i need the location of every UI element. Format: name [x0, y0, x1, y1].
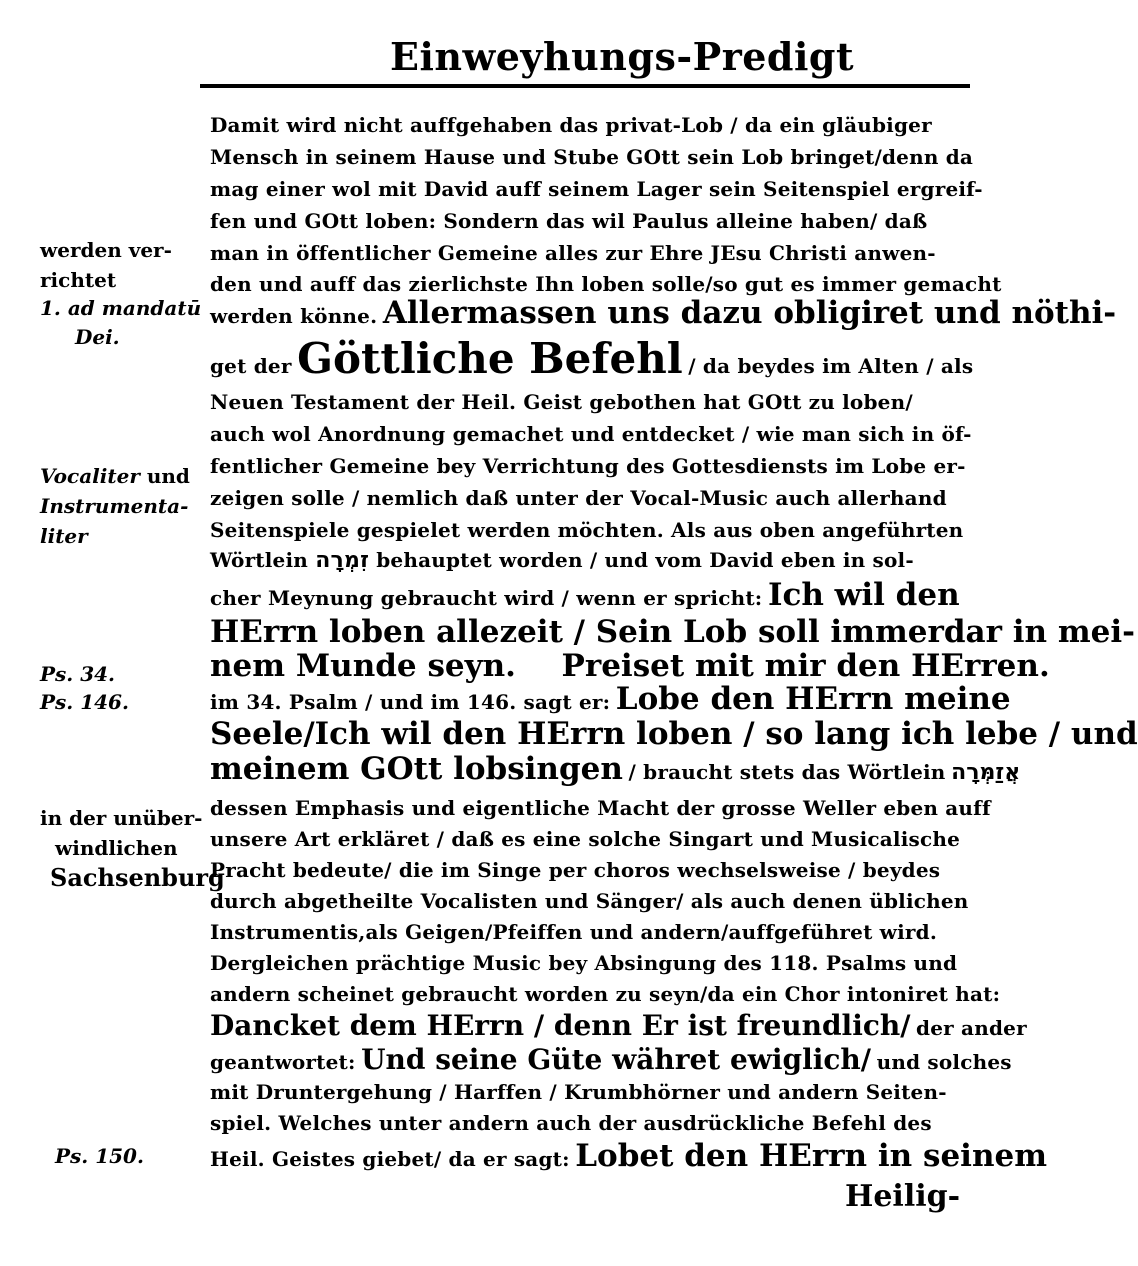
body-text: werden könne.	[210, 304, 378, 328]
margin-note	[40, 466, 190, 486]
body-line: mag einer wol mit David auff seinem Lager sein Seitenspiel ergreif-	[210, 177, 983, 201]
hebrew-word: זִמְרָה	[315, 548, 370, 573]
body-line	[210, 550, 914, 572]
margin-note: Ps. 146.	[40, 690, 129, 714]
body-text: geantwortet:	[210, 1050, 356, 1074]
body-text: und solches	[876, 1050, 1012, 1074]
emphasis-text: Ich wil den	[767, 577, 960, 613]
body-line: zeigen solle / nemlich daß unter der Vocal-Music auch allerhand	[210, 486, 947, 510]
body-line: Neuen Testament der Heil. Geist gebothen hat GOtt zu loben/	[210, 390, 913, 414]
body-text: der ander	[916, 1016, 1027, 1040]
body-text: cher Meynung gebraucht wird / wenn er spricht:	[210, 586, 763, 610]
emphasis-text: Lobet den HErrn in seinem	[575, 1138, 1048, 1174]
margin-text: und	[146, 464, 190, 488]
body-line: dessen Emphasis und eigentliche Macht der grosse Weller eben auff	[210, 796, 991, 820]
margin-note: Dei.	[75, 325, 120, 349]
body-line	[210, 648, 1050, 684]
running-head: Einweyhungs-Predigt	[390, 34, 855, 79]
body-line: Mensch in seinem Hause und Stube GOtt sein Lob bringet/denn da	[210, 145, 974, 169]
emphasis-text: Und seine Güte währet ewiglich/	[361, 1043, 872, 1076]
emphasis-text: meinem GOtt lobsingen	[210, 751, 623, 787]
margin-note: Ps. 34.	[40, 662, 116, 686]
margin-note: Sachsenburg	[50, 863, 225, 892]
body-line: den und auff das zierlichste Ihn loben solle/so gut es immer gemacht	[210, 272, 1002, 296]
margin-note: liter	[40, 524, 88, 548]
header-rule	[200, 84, 970, 88]
body-line	[210, 1009, 1027, 1042]
margin-note: Instrumenta-	[40, 494, 189, 518]
emphasis-text: nem Munde seyn.	[210, 648, 516, 684]
body-line	[210, 577, 960, 613]
body-text: / da beydes im Alten / als	[688, 354, 974, 378]
body-line: Damit wird nicht auffgehaben das privat-Lob / da ein gläubiger	[210, 113, 932, 137]
body-line	[210, 334, 974, 383]
body-line	[210, 751, 1021, 787]
body-line: Pracht bedeute/ die im Singe per choros wechselsweise / beydes	[210, 858, 941, 882]
emphasis-text: Preiset mit mir den HErren.	[561, 648, 1050, 684]
hebrew-word: אֲזַמְּרָה	[951, 760, 1021, 785]
margin-note: 1. ad mandatū	[40, 296, 202, 320]
body-line: spiel. Welches unter andern auch der ausdrückliche Befehl des	[210, 1111, 932, 1135]
body-line: Dergleichen prächtige Music bey Absingung des 118. Psalms und	[210, 951, 958, 975]
margin-note: windlichen	[55, 836, 178, 860]
body-line: Instrumentis,als Geigen/Pfeiffen und andern/auffgeführet wird.	[210, 920, 937, 944]
margin-note: in der unüber-	[40, 806, 203, 830]
body-line: unsere Art erkläret / daß es eine solche Singart und Musicalische	[210, 827, 961, 851]
body-text: im 34. Psalm / und im 146. sagt er:	[210, 690, 611, 714]
margin-note: Ps. 150.	[55, 1144, 144, 1168]
body-line: Seele/Ich wil den HErrn loben / so lang ich lebe / und	[210, 716, 1138, 752]
body-line: mit Druntergehung / Harffen / Krumbhörner und andern Seiten-	[210, 1080, 947, 1104]
margin-note: richtet	[40, 268, 117, 292]
emphasis-text: Dancket dem HErrn / denn Er ist freundlich/	[210, 1009, 911, 1042]
body-text: Wörtlein	[210, 548, 309, 572]
body-line: durch abgetheilte Vocalisten und Sänger/ als auch denen üblichen	[210, 889, 969, 913]
body-line: fen und GOtt loben: Sondern das wil Paulus alleine haben/ daß	[210, 209, 928, 233]
body-text: behauptet worden / und vom David eben in sol-	[376, 548, 914, 572]
body-text: get der	[210, 354, 292, 378]
body-line: HErrn loben allezeit / Sein Lob soll immerdar in mei-	[210, 614, 1136, 650]
body-line	[210, 1138, 1048, 1174]
catchword: Heilig-	[845, 1179, 961, 1214]
body-line	[210, 295, 1117, 331]
emphasis-text: Allermassen uns dazu obligiret und nöthi-	[382, 295, 1117, 331]
body-text: / braucht stets das Wörtlein	[628, 760, 946, 784]
margin-text: Vocaliter	[40, 464, 140, 488]
body-line	[210, 1043, 1012, 1076]
body-line: Seitenspiele gespielet werden möchten. Als aus oben angeführten	[210, 518, 964, 542]
emphasis-text: Lobe den HErrn meine	[615, 681, 1011, 717]
emphasis-text: Göttliche Befehl	[297, 334, 683, 383]
body-line: auch wol Anordnung gemachet und entdecket / wie man sich in öf-	[210, 422, 972, 446]
margin-note: werden ver-	[40, 238, 172, 262]
body-text: Heil. Geistes giebet/ da er sagt:	[210, 1147, 570, 1171]
body-line	[210, 681, 1011, 717]
body-line: fentlicher Gemeine bey Verrichtung des Gottesdiensts im Lobe er-	[210, 454, 966, 478]
body-line: man in öffentlicher Gemeine alles zur Ehre JEsu Christi anwen-	[210, 241, 936, 265]
body-line: andern scheinet gebraucht worden zu seyn/da ein Chor intoniret hat:	[210, 982, 1001, 1006]
